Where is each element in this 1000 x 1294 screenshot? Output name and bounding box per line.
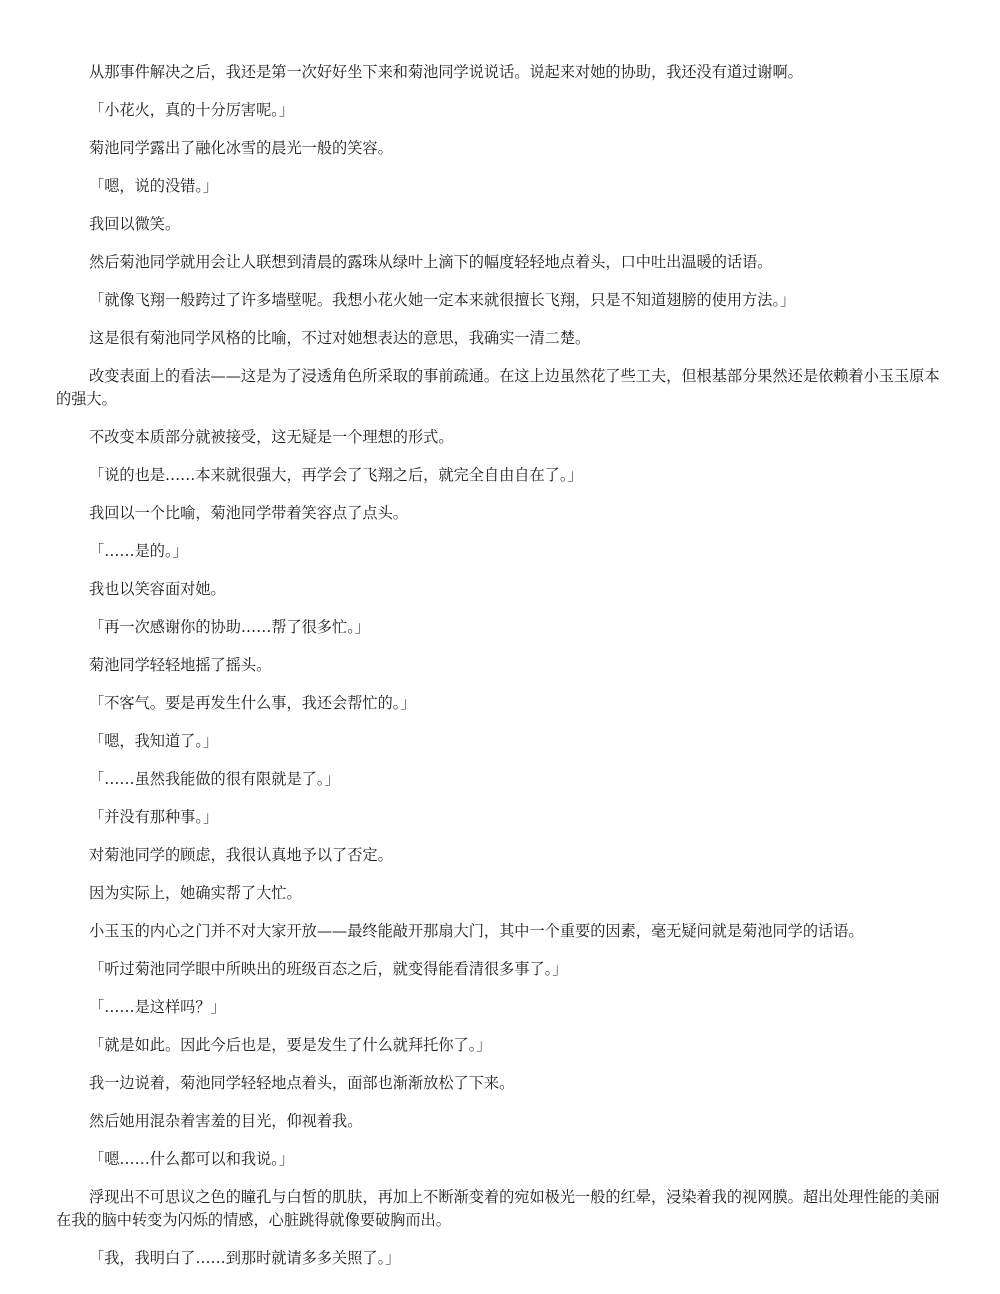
paragraph: 「嗯，说的没错。」 — [89, 177, 219, 195]
paragraph: 菊池同学轻轻地摇了摇头。 — [89, 656, 272, 674]
paragraph: 「就是如此。因此今后也是，要是发生了什么就拜托你了。」 — [89, 1036, 492, 1054]
paragraph: 这是很有菊池同学风格的比喻，不过对她想表达的意思，我确实一清二楚。 — [89, 329, 591, 347]
paragraph: 「嗯……什么都可以和我说。」 — [89, 1150, 295, 1168]
paragraph: 「不客气。要是再发生什么事，我还会帮忙的。」 — [89, 694, 416, 712]
paragraph: 「再一次感谢你的协助……帮了很多忙。」 — [89, 618, 370, 636]
paragraph: 「就像飞翔一般跨过了许多墙壁呢。我想小花火她一定本来就很擅长飞翔，只是不知道翅膀的使用方法。」 — [89, 291, 796, 309]
paragraph: 「说的也是……本来就很强大，再学会了飞翔之后，就完全自由自在了。」 — [89, 466, 583, 484]
paragraph: 改变表面上的看法——这是为了浸透角色所采取的事前疏通。在这上边虽然花了些工夫，但根基部分果然还是依赖着小玉玉原本的强大。 — [56, 367, 940, 408]
paragraph: 「……是的。」 — [89, 542, 188, 560]
paragraph: 从那事件解决之后，我还是第一次好好坐下来和菊池同学说说话。说起来对她的协助，我还没有道过谢啊。 — [89, 63, 803, 81]
paragraph: 我回以一个比喻，菊池同学带着笑容点了点头。 — [89, 504, 408, 522]
paragraph: 然后她用混杂着害羞的目光，仰视着我。 — [89, 1112, 363, 1130]
paragraph: 我回以微笑。 — [89, 215, 181, 233]
paragraph: 「嗯，我知道了。」 — [89, 732, 219, 750]
paragraph: 我也以笑容面对她。 — [89, 580, 226, 598]
paragraph: 小玉玉的内心之门并不对大家开放——最终能敲开那扇大门，其中一个重要的因素，毫无疑问就是菊池同学的话语。 — [89, 922, 864, 940]
paragraph: 「……是这样吗？」 — [89, 998, 226, 1016]
paragraph: 「小花火，真的十分厉害呢。」 — [89, 101, 295, 119]
paragraph: 「……虽然我能做的很有限就是了。」 — [89, 770, 340, 788]
paragraph: 然后菊池同学就用会让人联想到清晨的露珠从绿叶上滴下的幅度轻轻地点着头，口中吐出温暖的话语。 — [89, 253, 773, 271]
paragraph: 「听过菊池同学眼中所映出的班级百态之后，就变得能看清很多事了。」 — [89, 960, 568, 978]
paragraph: 对菊池同学的顾虑，我很认真地予以了否定。 — [89, 846, 393, 864]
paragraph: 浮现出不可思议之色的瞳孔与白皙的肌肤，再加上不断渐变着的宛如极光一般的红晕，浸染着我的视网膜。超出处理性能的美丽在我的脑中转变为闪烁的情感，心脏跳得就像要破胸而出。 — [56, 1188, 940, 1229]
paragraph: 「并没有那种事。」 — [89, 808, 219, 826]
paragraph: 菊池同学露出了融化冰雪的晨光一般的笑容。 — [89, 139, 393, 157]
paragraph: 因为实际上，她确实帮了大忙。 — [89, 884, 302, 902]
paragraph: 「我，我明白了……到那时就请多多关照了。」 — [89, 1249, 401, 1267]
paragraph: 不改变本质部分就被接受，这无疑是一个理想的形式。 — [89, 428, 454, 446]
paragraph: 我一边说着，菊池同学轻轻地点着头，面部也渐渐放松了下来。 — [89, 1074, 515, 1092]
